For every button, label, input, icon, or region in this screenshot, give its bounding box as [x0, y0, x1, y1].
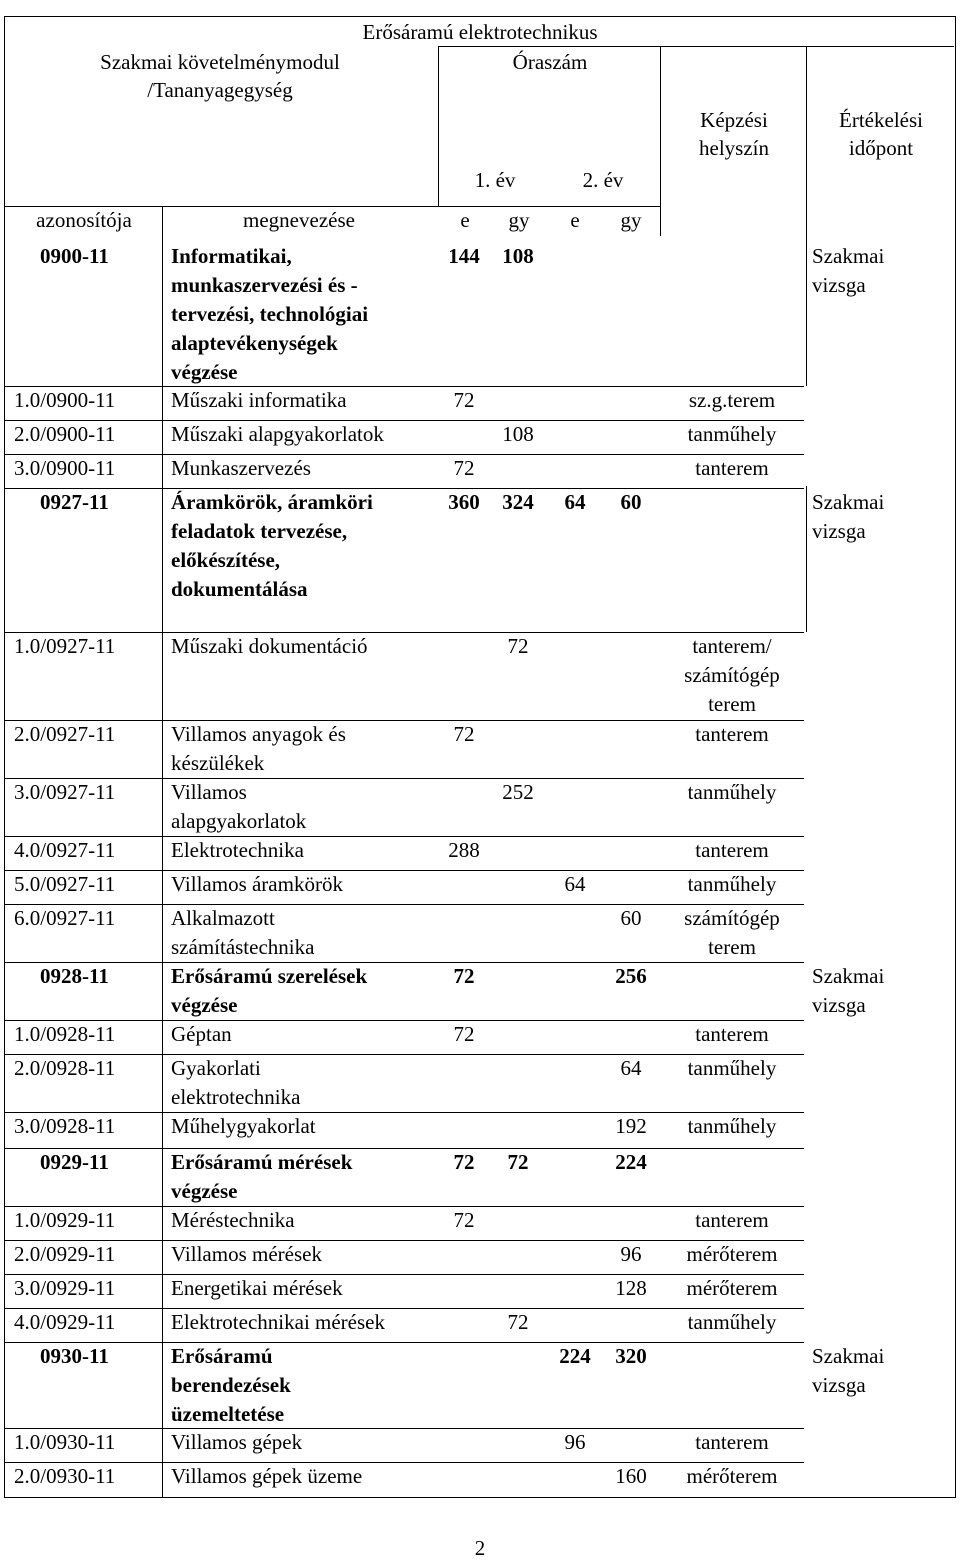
grid-line: [660, 46, 661, 236]
row-name: berendezések: [171, 1373, 291, 1397]
row-name: Villamos anyagok és: [171, 722, 346, 746]
row-location: tanműhely: [687, 1114, 777, 1138]
row-id: 3.0/0927-11: [14, 780, 116, 804]
row-hours-gy1: 252: [502, 780, 534, 804]
row-evaluation: Szakmai: [812, 244, 885, 268]
row-divider: [4, 1308, 804, 1309]
row-hours-gy2: 256: [615, 964, 647, 988]
row-name: Géptan: [171, 1022, 232, 1046]
row-name: készülékek: [171, 751, 265, 775]
row-name: Informatikai,: [171, 244, 292, 268]
row-hours-gy2: 320: [615, 1344, 647, 1368]
row-divider: [4, 1462, 804, 1463]
row-id: 1.0/0927-11: [14, 634, 116, 658]
row-evaluation: vizsga: [812, 273, 866, 297]
row-name: Műszaki alapgyakorlatok: [171, 422, 384, 446]
row-name: tervezési, technológiai: [171, 302, 369, 326]
row-name: alapgyakorlatok: [171, 809, 307, 833]
row-id: 2.0/0900-11: [14, 422, 116, 446]
row-name: Villamos: [171, 780, 247, 804]
col-name-header: megnevezése: [243, 208, 355, 232]
row-id: 0929-11: [40, 1150, 109, 1174]
row-divider: [4, 632, 804, 633]
row-name: Energetikai mérések: [171, 1276, 343, 1300]
module-header-line1: Szakmai követelménymodul: [100, 50, 340, 74]
grid-line: [806, 46, 807, 386]
row-id: 3.0/0928-11: [14, 1114, 116, 1138]
row-name: Méréstechnika: [171, 1208, 295, 1232]
row-id: 2.0/0927-11: [14, 722, 116, 746]
row-divider: [4, 870, 804, 871]
row-name: Erősáramú mérések: [171, 1150, 353, 1174]
row-name: Erősáramú: [171, 1344, 273, 1368]
row-evaluation: vizsga: [812, 1373, 866, 1397]
row-name: Elektrotechnikai mérések: [171, 1310, 385, 1334]
row-hours-e1: 144: [448, 244, 480, 268]
row-name: Villamos gépek üzeme: [171, 1464, 363, 1488]
row-name: Villamos gépek: [171, 1430, 303, 1454]
row-name: Műszaki informatika: [171, 388, 347, 412]
row-name: Műhelygyakorlat: [171, 1114, 316, 1138]
row-divider: [4, 720, 804, 721]
row-location: tanterem: [695, 722, 769, 746]
row-location: tanterem: [695, 456, 769, 480]
row-hours-e1: 72: [453, 964, 475, 988]
row-location: sz.g.terem: [688, 388, 776, 412]
row-evaluation: Szakmai: [812, 490, 885, 514]
col-id-header: azonosítója: [36, 208, 132, 232]
page-number: 2: [474, 1536, 486, 1560]
row-name: dokumentálása: [171, 577, 308, 601]
row-location: tanműhely: [687, 872, 777, 896]
grid-line: [4, 206, 660, 207]
row-location: tanműhely: [687, 780, 777, 804]
row-location: mérőterem: [686, 1276, 778, 1300]
location-header-line1: Képzési: [700, 108, 768, 132]
row-divider: [4, 1020, 804, 1021]
row-hours-gy2: 64: [620, 1056, 642, 1080]
row-divider: [4, 1274, 804, 1275]
grid-line: [438, 46, 954, 47]
row-id: 1.0/0929-11: [14, 1208, 116, 1232]
row-hours-gy2: 224: [615, 1150, 647, 1174]
row-id: 4.0/0929-11: [14, 1310, 116, 1334]
row-divider: [4, 836, 804, 837]
row-hours-gy1: 108: [502, 422, 534, 446]
row-hours-gy2: 60: [620, 490, 642, 514]
row-divider: [4, 488, 804, 489]
row-id: 1.0/0928-11: [14, 1022, 116, 1046]
eval-header-line1: Értékelési: [839, 108, 923, 132]
row-id: 3.0/0929-11: [14, 1276, 116, 1300]
row-name: Erősáramú szerelések: [171, 964, 368, 988]
row-id: 0900-11: [40, 244, 109, 268]
row-hours-e2: 64: [564, 490, 586, 514]
row-location: tanterem: [695, 838, 769, 862]
col-e1-header: e: [460, 208, 470, 232]
year2-header: 2. év: [582, 168, 624, 192]
row-divider: [4, 778, 804, 779]
row-hours-e2: 224: [559, 1344, 591, 1368]
row-id: 0928-11: [40, 964, 109, 988]
grid-line: [162, 206, 163, 1498]
row-name: munkaszervezési és -: [171, 273, 358, 297]
row-hours-e1: 360: [448, 490, 480, 514]
row-name: Alkalmazott: [171, 906, 275, 930]
row-id: 0930-11: [40, 1344, 109, 1368]
row-location: tanterem: [695, 1430, 769, 1454]
row-name: végzése: [171, 1179, 238, 1203]
row-location: tanterem: [695, 1022, 769, 1046]
row-hours-gy1: 324: [502, 490, 534, 514]
row-name: Elektrotechnika: [171, 838, 304, 862]
col-gy1-header: gy: [508, 208, 530, 232]
table-top-title: Erősáramú elektrotechnikus: [362, 20, 598, 44]
row-hours-gy1: 72: [507, 1150, 529, 1174]
row-location: tanterem/: [692, 634, 772, 658]
row-name: végzése: [171, 993, 238, 1017]
row-id: 1.0/0900-11: [14, 388, 116, 412]
row-hours-gy2: 96: [620, 1242, 642, 1266]
module-header-line2: /Tananyagegység: [147, 78, 293, 102]
row-location: tanműhely: [687, 1056, 777, 1080]
row-name: végzése: [171, 360, 238, 384]
row-divider: [4, 386, 804, 387]
row-hours-gy1: 72: [507, 1310, 529, 1334]
row-location: terem: [708, 935, 756, 959]
row-id: 2.0/0930-11: [14, 1464, 116, 1488]
row-divider: [4, 1428, 804, 1429]
row-hours-e1: 72: [453, 456, 475, 480]
row-hours-e1: 72: [453, 1022, 475, 1046]
row-divider: [4, 1206, 804, 1207]
location-header-line2: helyszín: [699, 136, 769, 160]
grid-line: [806, 486, 807, 632]
row-id: 4.0/0927-11: [14, 838, 116, 862]
row-id: 2.0/0928-11: [14, 1056, 116, 1080]
row-location: számítógép: [684, 663, 780, 687]
row-location: számítógép: [684, 906, 780, 930]
row-id: 3.0/0900-11: [14, 456, 116, 480]
row-hours-gy2: 128: [615, 1276, 647, 1300]
row-divider: [4, 1112, 804, 1113]
row-name: Munkaszervezés: [171, 456, 311, 480]
row-divider: [4, 904, 804, 905]
row-name: Áramkörök, áramköri: [171, 490, 373, 514]
row-divider: [4, 454, 804, 455]
row-name: Műszaki dokumentáció: [171, 634, 368, 658]
row-name: feladatok tervezése,: [171, 519, 348, 543]
row-location: terem: [708, 692, 756, 716]
row-evaluation: Szakmai: [812, 1344, 885, 1368]
row-hours-e1: 72: [453, 1208, 475, 1232]
row-name: Villamos áramkörök: [171, 872, 343, 896]
hours-header: Óraszám: [512, 50, 588, 74]
eval-header-line2: időpont: [848, 136, 914, 160]
row-location: mérőterem: [686, 1464, 778, 1488]
col-e2-header: e: [570, 208, 580, 232]
row-name: előkészítése,: [171, 548, 281, 572]
row-hours-e2: 96: [564, 1430, 586, 1454]
row-name: számítástechnika: [171, 935, 315, 959]
row-location: tanterem: [695, 1208, 769, 1232]
row-location: tanműhely: [687, 422, 777, 446]
row-divider: [4, 420, 804, 421]
row-hours-gy2: 192: [615, 1114, 647, 1138]
row-name: üzemeltetése: [171, 1402, 285, 1426]
col-gy2-header: gy: [620, 208, 642, 232]
row-name: elektrotechnika: [171, 1085, 301, 1109]
row-id: 5.0/0927-11: [14, 872, 116, 896]
row-divider: [4, 1342, 804, 1343]
year1-header: 1. év: [474, 168, 516, 192]
row-evaluation: Szakmai: [812, 964, 885, 988]
row-evaluation: vizsga: [812, 519, 866, 543]
row-hours-gy2: 60: [620, 906, 642, 930]
grid-line: [438, 46, 439, 206]
row-id: 6.0/0927-11: [14, 906, 116, 930]
row-hours-e1: 288: [448, 838, 480, 862]
row-location: tanműhely: [687, 1310, 777, 1334]
row-hours-gy2: 160: [615, 1464, 647, 1488]
row-evaluation: vizsga: [812, 993, 866, 1017]
row-hours-e2: 64: [564, 872, 586, 896]
row-hours-gy1: 72: [507, 634, 529, 658]
row-name: Villamos mérések: [171, 1242, 322, 1266]
row-hours-e1: 72: [453, 722, 475, 746]
row-divider: [4, 1240, 804, 1241]
row-id: 2.0/0929-11: [14, 1242, 116, 1266]
row-hours-gy1: 108: [502, 244, 534, 268]
row-name: Gyakorlati: [171, 1056, 261, 1080]
row-divider: [4, 962, 804, 963]
row-id: 0927-11: [40, 490, 109, 514]
row-location: mérőterem: [686, 1242, 778, 1266]
row-name: alaptevékenységek: [171, 331, 338, 355]
row-divider: [4, 1054, 804, 1055]
row-divider: [4, 1148, 804, 1149]
row-id: 1.0/0930-11: [14, 1430, 116, 1454]
row-hours-e1: 72: [453, 1150, 475, 1174]
row-hours-e1: 72: [453, 388, 475, 412]
